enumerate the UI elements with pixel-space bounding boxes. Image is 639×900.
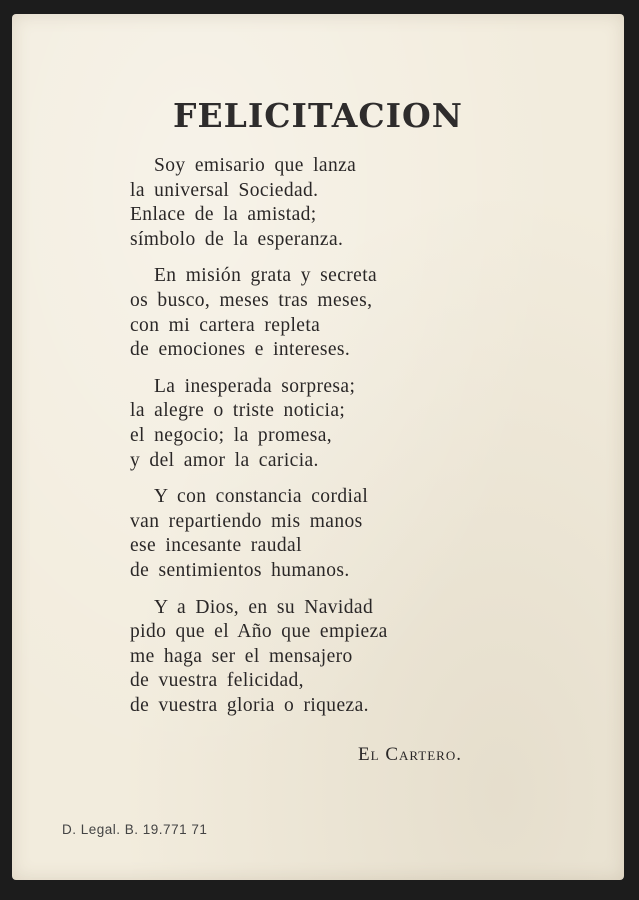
poem-line: van repartiendo mis manos: [130, 510, 363, 532]
poem-line: de emociones e intereses.: [130, 339, 351, 361]
stanza: [130, 375, 490, 473]
poem-line: de vuestra felicidad,: [130, 670, 304, 692]
poem-line: el negocio; la promesa,: [130, 424, 333, 446]
poem-line: La inesperada sorpresa;: [154, 375, 356, 397]
stanza: [130, 596, 490, 719]
poem-line: Enlace de la amistad;: [130, 204, 317, 226]
poem-line: En misión grata y secreta: [154, 265, 378, 287]
card-title: FELICITACION: [173, 96, 463, 135]
poem-line: y del amor la caricia.: [130, 449, 319, 471]
poem-line: Y a Dios, en su Navidad: [154, 596, 374, 618]
poem-line: me haga ser el mensajero: [130, 645, 353, 667]
legal-deposit: D. Legal. B. 19.771 71: [62, 822, 208, 837]
poem-line: de sentimientos humanos.: [130, 559, 350, 581]
stanza: [130, 264, 490, 362]
poem-line: con mi cartera repleta: [130, 314, 321, 336]
signature: El Cartero.: [358, 744, 462, 765]
poem-line: pido que el Año que empieza: [130, 621, 388, 643]
poem-line: ese incesante raudal: [130, 535, 302, 557]
stanza: [130, 154, 490, 252]
stanza: [130, 485, 490, 583]
poem-line: la universal Sociedad.: [130, 179, 319, 201]
poem: [130, 154, 490, 730]
greeting-card: [12, 14, 624, 880]
poem-line: símbolo de la esperanza.: [130, 228, 344, 250]
poem-line: de vuestra gloria o riqueza.: [130, 694, 369, 716]
poem-line: Soy emisario que lanza: [154, 155, 357, 176]
poem-line: os busco, meses tras meses,: [130, 289, 373, 311]
poem-line: Y con constancia cordial: [154, 486, 369, 508]
poem-line: la alegre o triste noticia;: [130, 400, 346, 422]
